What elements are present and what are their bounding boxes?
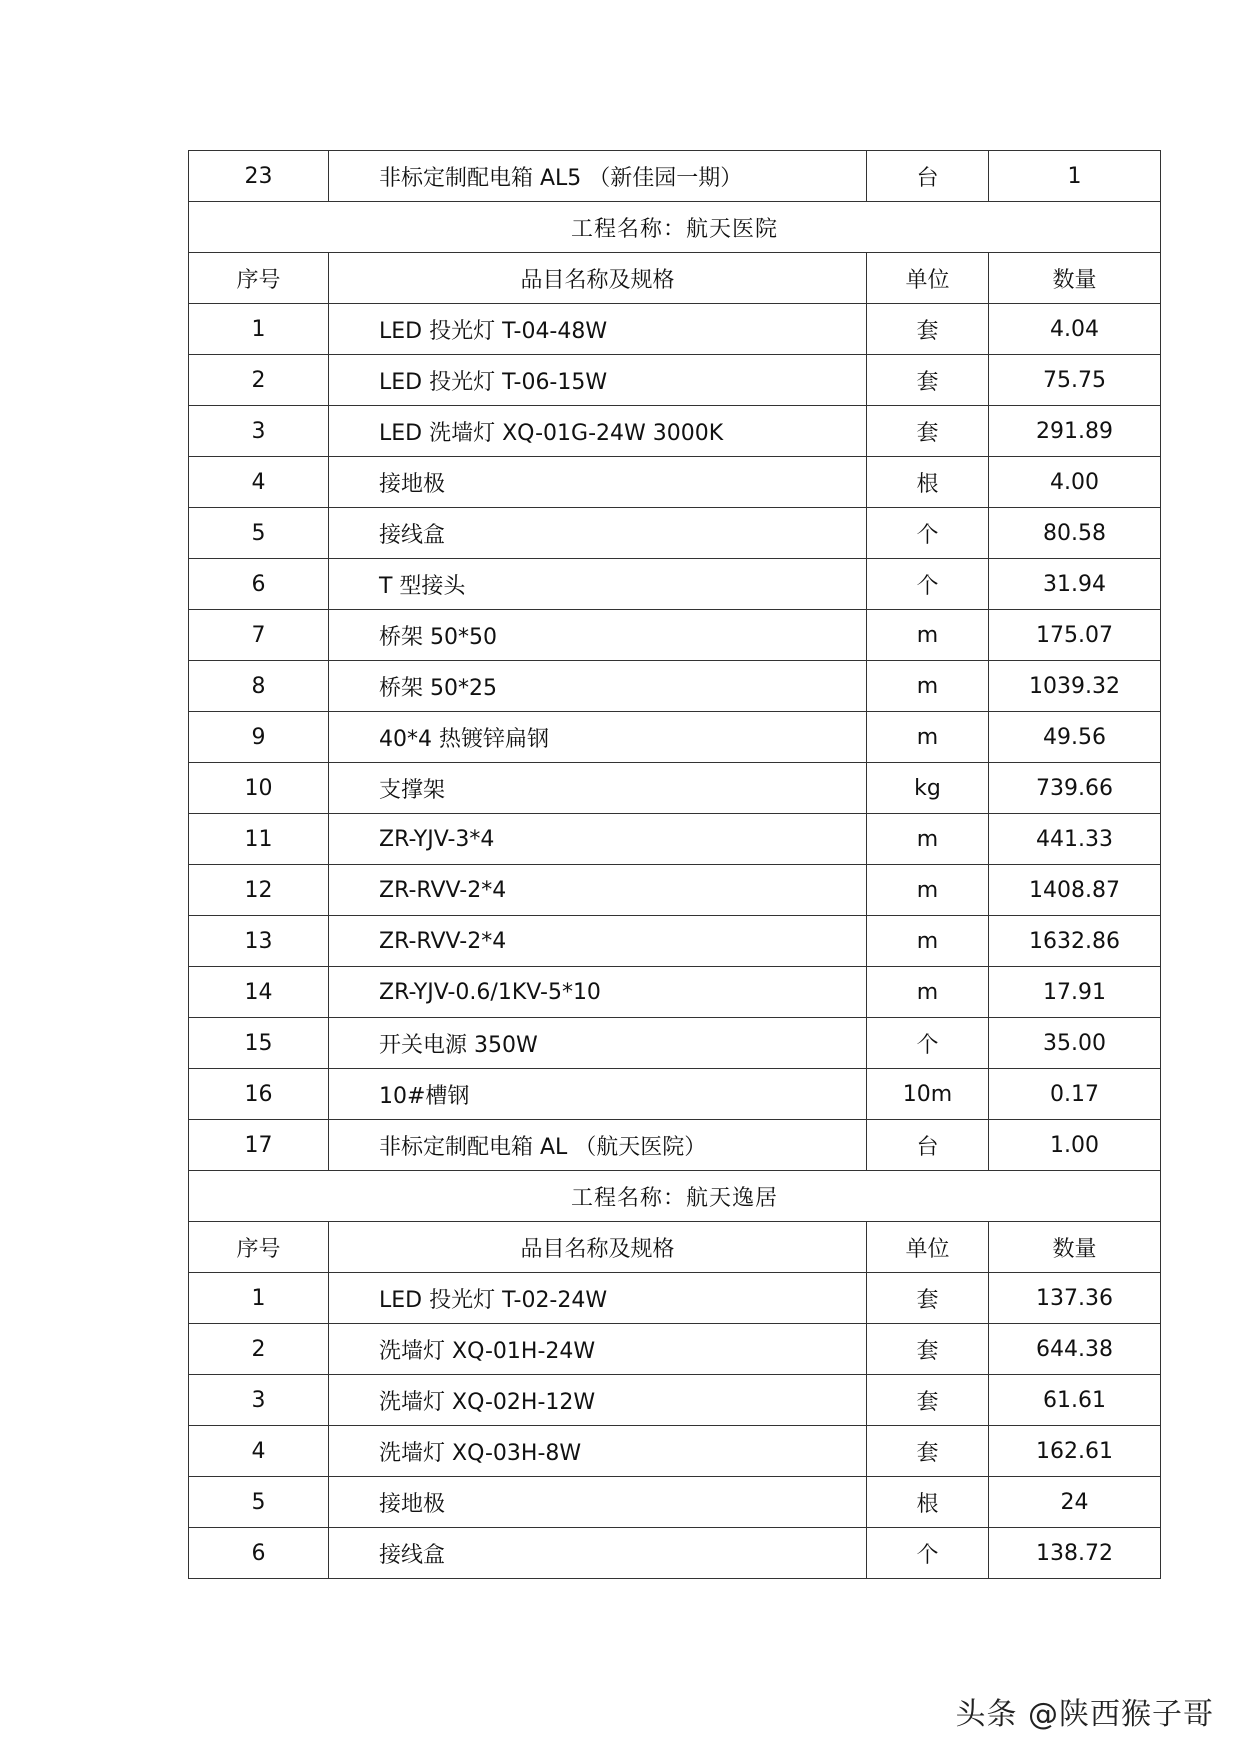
item-name: 开关电源 350W <box>329 1018 867 1069</box>
header-quantity: 数量 <box>989 1222 1161 1273</box>
row-number: 1 <box>189 1273 329 1324</box>
watermark: 头条 @陕西猴子哥 <box>955 1697 1214 1732</box>
item-quantity: 138.72 <box>989 1528 1161 1579</box>
row-number: 14 <box>189 967 329 1018</box>
materials-table-body <box>189 151 1161 1579</box>
item-quantity: 1 <box>989 151 1161 202</box>
table-row <box>189 304 1161 355</box>
item-unit: m <box>867 610 989 661</box>
item-quantity: 61.61 <box>989 1375 1161 1426</box>
item-unit: 根 <box>867 457 989 508</box>
item-unit: m <box>867 661 989 712</box>
row-number: 5 <box>189 1477 329 1528</box>
table-row <box>189 1477 1161 1528</box>
header-row <box>189 1222 1161 1273</box>
table-row <box>189 1426 1161 1477</box>
item-quantity: 1.00 <box>989 1120 1161 1171</box>
item-name: 非标定制配电箱 AL （航天医院） <box>329 1120 867 1171</box>
table-row <box>189 1528 1161 1579</box>
row-number: 17 <box>189 1120 329 1171</box>
item-name: 洗墙灯 XQ-01H-24W <box>329 1324 867 1375</box>
table-row <box>189 355 1161 406</box>
item-unit: 套 <box>867 1426 989 1477</box>
item-name: ZR-RVV-2*4 <box>329 865 867 916</box>
item-unit: 台 <box>867 151 989 202</box>
item-unit: 台 <box>867 1120 989 1171</box>
item-name: T 型接头 <box>329 559 867 610</box>
header-number: 序号 <box>189 253 329 304</box>
item-quantity: 441.33 <box>989 814 1161 865</box>
row-number: 3 <box>189 1375 329 1426</box>
item-name: ZR-YJV-3*4 <box>329 814 867 865</box>
item-quantity: 24 <box>989 1477 1161 1528</box>
item-quantity: 1632.86 <box>989 916 1161 967</box>
header-number: 序号 <box>189 1222 329 1273</box>
row-number: 4 <box>189 1426 329 1477</box>
item-quantity: 175.07 <box>989 610 1161 661</box>
item-unit: 套 <box>867 355 989 406</box>
section-title-row <box>189 202 1161 253</box>
row-number: 16 <box>189 1069 329 1120</box>
item-quantity: 0.17 <box>989 1069 1161 1120</box>
row-number: 2 <box>189 355 329 406</box>
row-number: 23 <box>189 151 329 202</box>
item-quantity: 644.38 <box>989 1324 1161 1375</box>
table-row <box>189 1375 1161 1426</box>
row-number: 15 <box>189 1018 329 1069</box>
row-number: 13 <box>189 916 329 967</box>
item-name: 接地极 <box>329 457 867 508</box>
header-unit: 单位 <box>867 1222 989 1273</box>
row-number: 6 <box>189 1528 329 1579</box>
item-name: LED 投光灯 T-02-24W <box>329 1273 867 1324</box>
table-row <box>189 457 1161 508</box>
item-unit: m <box>867 967 989 1018</box>
item-name: 洗墙灯 XQ-02H-12W <box>329 1375 867 1426</box>
row-number: 7 <box>189 610 329 661</box>
row-number: 12 <box>189 865 329 916</box>
table-row <box>189 763 1161 814</box>
table-row <box>189 814 1161 865</box>
table-row <box>189 559 1161 610</box>
item-unit: m <box>867 916 989 967</box>
item-quantity: 4.00 <box>989 457 1161 508</box>
table-row <box>189 1324 1161 1375</box>
row-number: 1 <box>189 304 329 355</box>
table-row <box>189 1069 1161 1120</box>
item-name: 40*4 热镀锌扁钢 <box>329 712 867 763</box>
item-unit: 根 <box>867 1477 989 1528</box>
item-unit: m <box>867 712 989 763</box>
item-unit: 个 <box>867 559 989 610</box>
materials-sheet <box>188 150 1161 1579</box>
item-unit: 个 <box>867 1528 989 1579</box>
table-row <box>189 508 1161 559</box>
section-title-row <box>189 1171 1161 1222</box>
materials-table <box>188 150 1161 1579</box>
item-quantity: 1039.32 <box>989 661 1161 712</box>
item-quantity: 75.75 <box>989 355 1161 406</box>
item-unit: 套 <box>867 304 989 355</box>
item-unit: 套 <box>867 406 989 457</box>
row-number: 11 <box>189 814 329 865</box>
table-row <box>189 712 1161 763</box>
item-unit: m <box>867 865 989 916</box>
table-row <box>189 610 1161 661</box>
item-name: 洗墙灯 XQ-03H-8W <box>329 1426 867 1477</box>
table-row <box>189 1120 1161 1171</box>
item-quantity: 49.56 <box>989 712 1161 763</box>
item-name: 接线盒 <box>329 508 867 559</box>
item-quantity: 31.94 <box>989 559 1161 610</box>
row-number: 5 <box>189 508 329 559</box>
item-unit: 个 <box>867 508 989 559</box>
header-name: 品目名称及规格 <box>329 1222 867 1273</box>
row-number: 10 <box>189 763 329 814</box>
table-row <box>189 916 1161 967</box>
item-quantity: 162.61 <box>989 1426 1161 1477</box>
item-quantity: 80.58 <box>989 508 1161 559</box>
item-name: 支撑架 <box>329 763 867 814</box>
header-name: 品目名称及规格 <box>329 253 867 304</box>
item-unit: 10m <box>867 1069 989 1120</box>
item-name: LED 投光灯 T-06-15W <box>329 355 867 406</box>
item-name: 10#槽钢 <box>329 1069 867 1120</box>
item-unit: 个 <box>867 1018 989 1069</box>
table-row <box>189 661 1161 712</box>
item-quantity: 4.04 <box>989 304 1161 355</box>
table-row <box>189 967 1161 1018</box>
item-unit: 套 <box>867 1324 989 1375</box>
item-name: ZR-RVV-2*4 <box>329 916 867 967</box>
item-quantity: 17.91 <box>989 967 1161 1018</box>
header-unit: 单位 <box>867 253 989 304</box>
section-title: 工程名称：航天逸居 <box>189 1171 1161 1222</box>
item-quantity: 739.66 <box>989 763 1161 814</box>
table-row <box>189 151 1161 202</box>
table-row <box>189 865 1161 916</box>
item-name: 非标定制配电箱 AL5 （新佳园一期） <box>329 151 867 202</box>
section-title: 工程名称：航天医院 <box>189 202 1161 253</box>
item-name: 桥架 50*50 <box>329 610 867 661</box>
table-row <box>189 406 1161 457</box>
item-unit: m <box>867 814 989 865</box>
item-quantity: 137.36 <box>989 1273 1161 1324</box>
item-name: ZR-YJV-0.6/1KV-5*10 <box>329 967 867 1018</box>
row-number: 9 <box>189 712 329 763</box>
table-row <box>189 1018 1161 1069</box>
row-number: 8 <box>189 661 329 712</box>
item-name: LED 洗墙灯 XQ-01G-24W 3000K <box>329 406 867 457</box>
item-name: LED 投光灯 T-04-48W <box>329 304 867 355</box>
table-row <box>189 1273 1161 1324</box>
row-number: 4 <box>189 457 329 508</box>
item-name: 接线盒 <box>329 1528 867 1579</box>
header-row <box>189 253 1161 304</box>
item-name: 接地极 <box>329 1477 867 1528</box>
item-quantity: 291.89 <box>989 406 1161 457</box>
item-name: 桥架 50*25 <box>329 661 867 712</box>
item-unit: kg <box>867 763 989 814</box>
item-quantity: 35.00 <box>989 1018 1161 1069</box>
item-unit: 套 <box>867 1375 989 1426</box>
row-number: 6 <box>189 559 329 610</box>
item-unit: 套 <box>867 1273 989 1324</box>
header-quantity: 数量 <box>989 253 1161 304</box>
row-number: 2 <box>189 1324 329 1375</box>
item-quantity: 1408.87 <box>989 865 1161 916</box>
row-number: 3 <box>189 406 329 457</box>
